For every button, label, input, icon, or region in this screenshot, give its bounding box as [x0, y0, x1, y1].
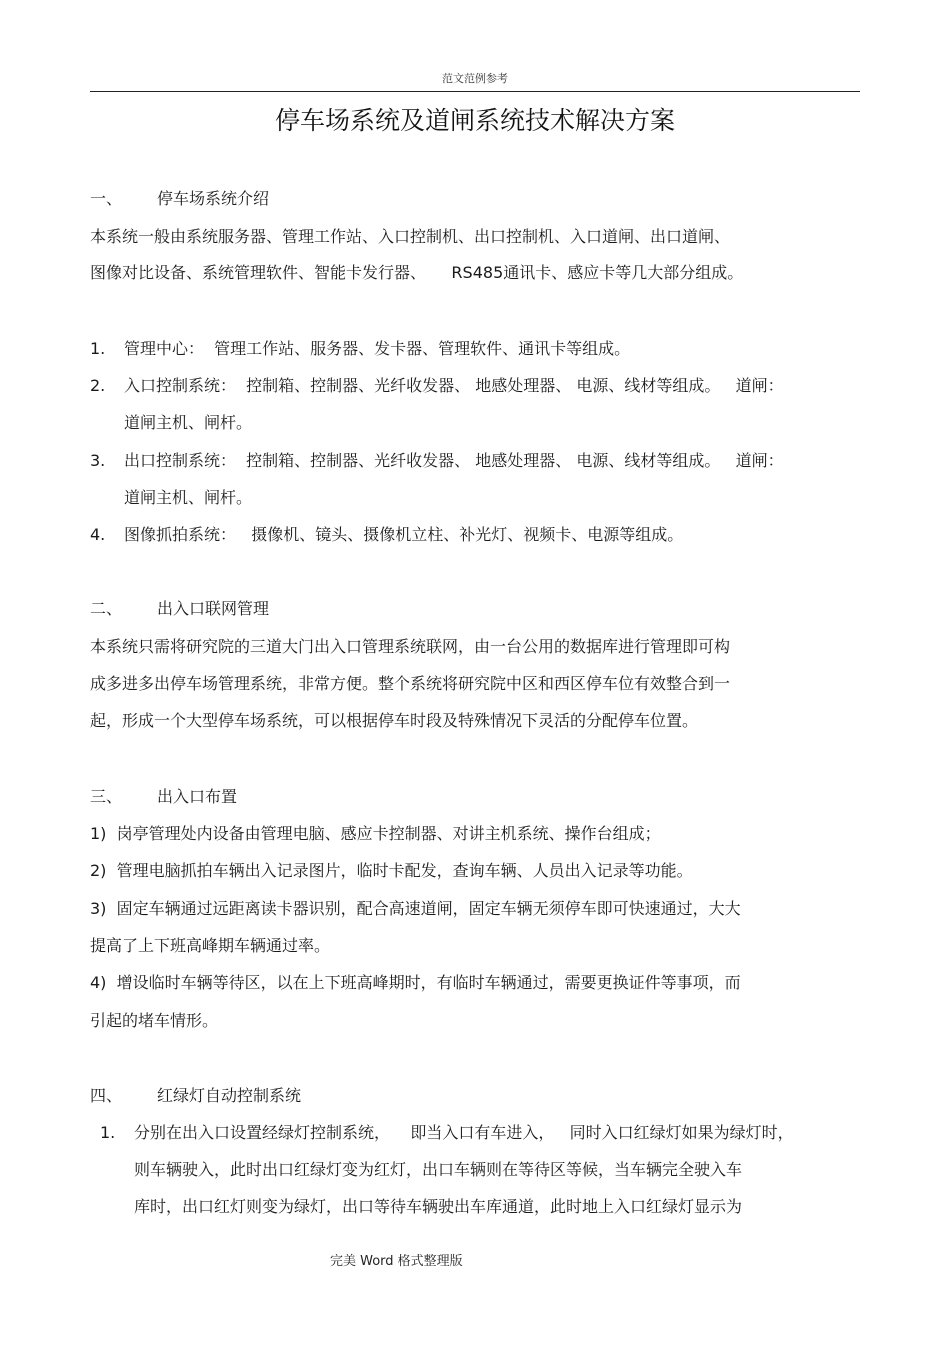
page-footer: 完美 Word 格式整理版: [330, 1254, 463, 1269]
section-4-heading: 红绿灯自动控制系统: [157, 1086, 302, 1105]
header-rule: [90, 91, 860, 92]
document-title: 停车场系统及道闸系统技术解决方案: [274, 106, 675, 135]
section-4-item-number: 1.: [100, 1123, 116, 1142]
section-1-heading: 停车场系统介绍: [157, 189, 270, 208]
section-4-item-line: 分别在出入口设置经绿灯控制系统， 即当入口有车进入， 同时入口红绿灯如果为绿灯时，: [134, 1123, 794, 1142]
list-item-text: 入口控制系统： 控制箱、控制器、光纤收发器、 地感处理器、 电源、线材等组成。 道闸：: [124, 376, 784, 395]
section-3-item-line: 引起的堵车情形。: [90, 1011, 219, 1030]
list-item-continuation: 道闸主机、闸杆。: [124, 413, 253, 432]
section-2-paragraph-line: 本系统只需将研究院的三道大门出入口管理系统联网，由一台公用的数据库进行管理即可构: [90, 637, 731, 656]
section-2-number: 二、: [90, 599, 123, 618]
section-3-heading: 出入口布置: [157, 787, 238, 806]
section-1-paragraph-line-1: 本系统一般由系统服务器、管理工作站、入口控制机、出口控制机、入口道闸、出口道闸、: [90, 227, 731, 246]
section-1-number: 一、: [90, 189, 123, 208]
section-3-item-line: 4) 增设临时车辆等待区，以在上下班高峰期时，有临时车辆通过，需要更换证件等事项，而: [90, 973, 741, 992]
list-item-number: 3.: [90, 451, 106, 470]
section-4-item-line: 库时，出口红灯则变为绿灯，出口等待车辆驶出车库通道，此时地上入口红绿灯显示为: [134, 1197, 743, 1216]
section-2-paragraph-line: 起，形成一个大型停车场系统，可以根据停车时段及特殊情况下灵活的分配停车位置。: [90, 711, 699, 730]
section-3-item-line: 1) 岗亭管理处内设备由管理电脑、感应卡控制器、对讲主机系统、操作台组成；: [90, 824, 661, 843]
section-3-item-line: 2) 管理电脑抓拍车辆出入记录图片，临时卡配发，查询车辆、人员出入记录等功能。: [90, 861, 693, 880]
section-3-item-line: 提高了上下班高峰期车辆通过率。: [90, 936, 331, 955]
section-2-heading: 出入口联网管理: [157, 599, 270, 618]
list-item-number: 4.: [90, 525, 106, 544]
list-item-text: 图像抓拍系统： 摄像机、镜头、摄像机立柱、补光灯、视频卡、电源等组成。: [124, 525, 684, 544]
list-item-number: 2.: [90, 376, 106, 395]
list-item-text: 管理中心： 管理工作站、服务器、发卡器、管理软件、通讯卡等组成。: [124, 339, 631, 358]
list-item-continuation: 道闸主机、闸杆。: [124, 488, 253, 507]
page-header: 范文范例参考: [442, 72, 508, 85]
list-item-text: 出口控制系统： 控制箱、控制器、光纤收发器、 地感处理器、 电源、线材等组成。 道闸：: [124, 451, 784, 470]
section-2-paragraph-line: 成多进多出停车场管理系统，非常方便。整个系统将研究院中区和西区停车位有效整合到一: [90, 674, 731, 693]
section-1-paragraph-line-2: 图像对比设备、系统管理软件、智能卡发行器、 RS485通讯卡、感应卡等几大部分组成。: [90, 263, 744, 282]
section-4-item-line: 则车辆驶入，此时出口红绿灯变为红灯，出口车辆则在等待区等候，当车辆完全驶入车: [134, 1160, 743, 1179]
section-3-item-line: 3) 固定车辆通过远距离读卡器识别，配合高速道闸，固定车辆无须停车即可快速通过，大大: [90, 899, 741, 918]
section-4-number: 四、: [90, 1086, 123, 1105]
list-item-number: 1.: [90, 339, 106, 358]
section-3-number: 三、: [90, 787, 123, 806]
